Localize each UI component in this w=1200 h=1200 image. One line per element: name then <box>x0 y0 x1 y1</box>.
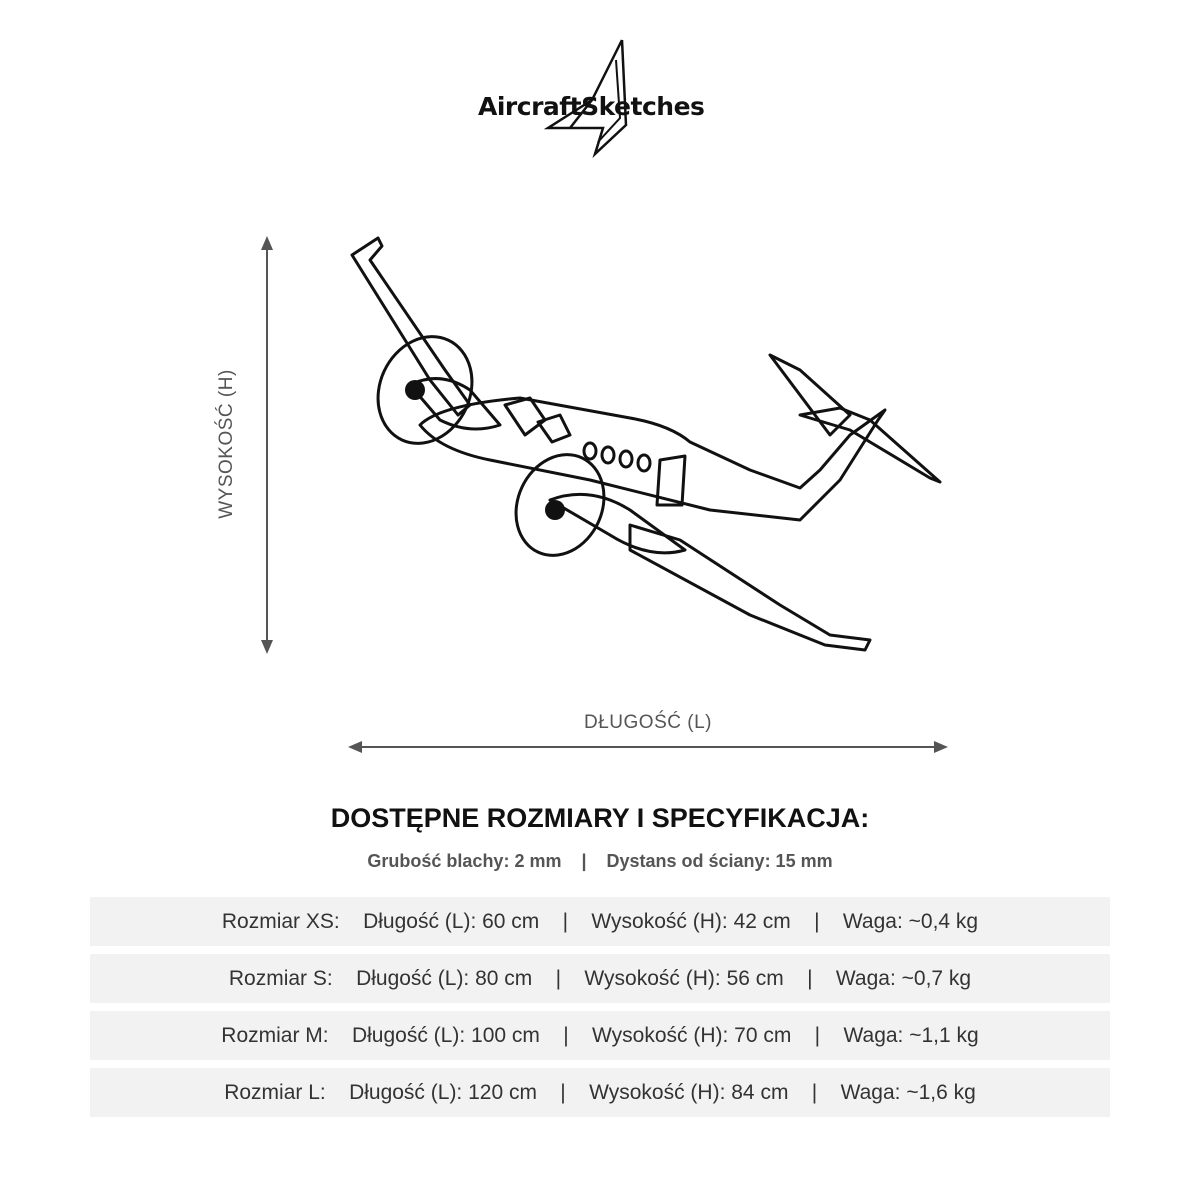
airplane-sketch <box>330 220 960 670</box>
size-row-xs: Rozmiar XS: Długość (L): 60 cm | Wysokość (H): 42 cm | Waga: ~0,4 kg <box>90 897 1110 946</box>
specs-heading: DOSTĘPNE ROZMIARY I SPECYFIKACJA: <box>330 803 870 833</box>
size-row-m: Rozmiar M: Długość (L): 100 cm | Wysokość (H): 70 cm | Waga: ~1,1 kg <box>90 1011 1110 1060</box>
length-arrow <box>348 740 948 754</box>
logo-text: AircraftSketches <box>478 92 705 121</box>
size-row-s: Rozmiar S: Długość (L): 80 cm | Wysokość (H): 56 cm | Waga: ~0,7 kg <box>90 954 1110 1003</box>
size-table <box>90 897 1110 1125</box>
height-arrow <box>258 236 276 654</box>
specs-subline: Grubość blachy: 2 mm | Dystans od ściany: 15 mm <box>367 851 833 871</box>
brand-logo <box>470 30 730 160</box>
length-label: DŁUGOŚĆ (L) <box>584 712 712 733</box>
height-label: WYSOKOŚĆ (H) <box>216 369 237 519</box>
size-row-l: Rozmiar L: Długość (L): 120 cm | Wysokość (H): 84 cm | Waga: ~1,6 kg <box>90 1068 1110 1117</box>
